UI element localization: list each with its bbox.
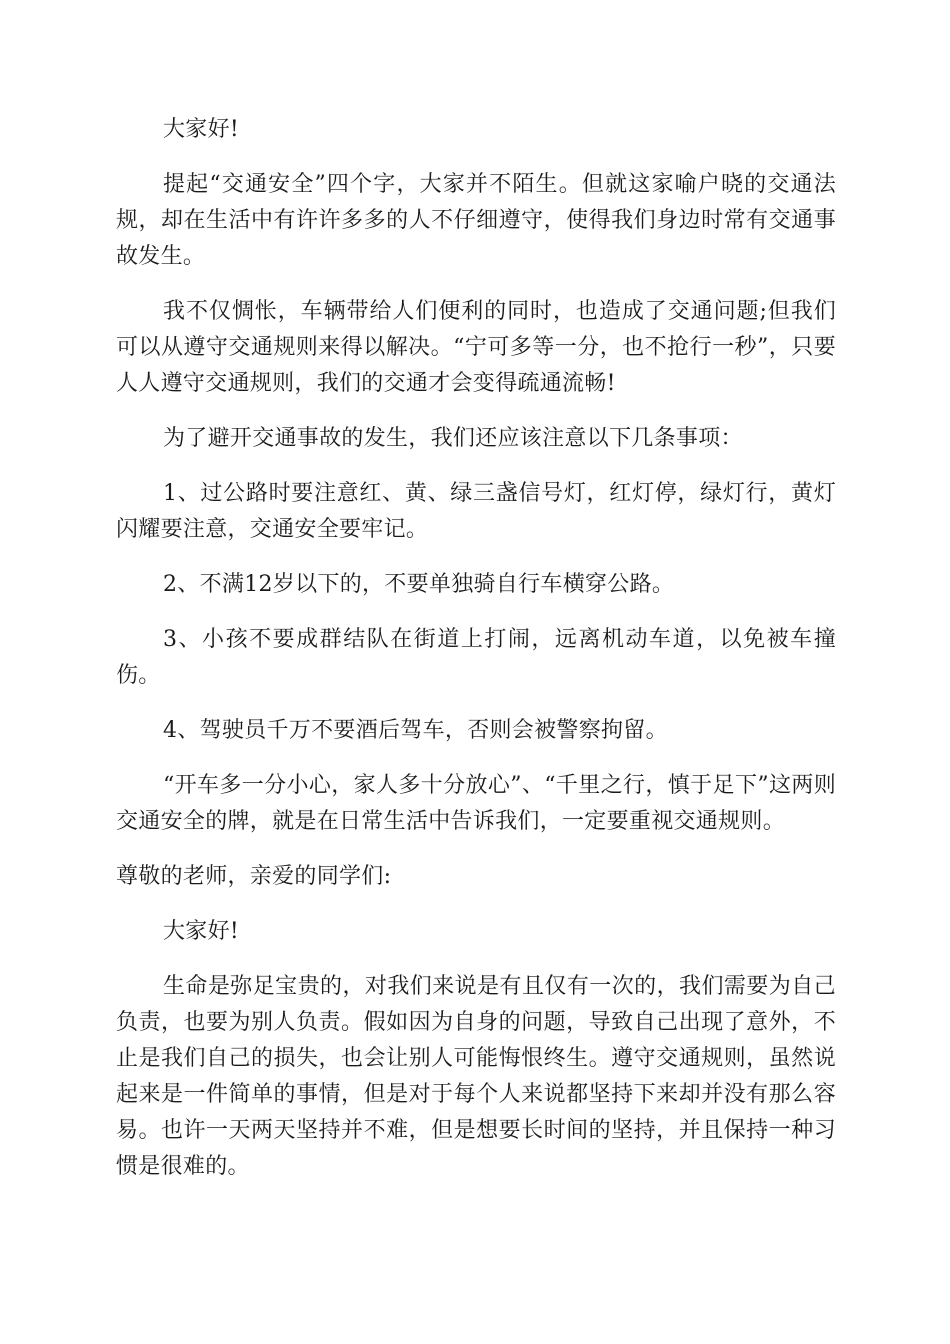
intro-paragraph: 提起“交通安全”四个字，大家并不陌生。但就这家喻户晓的交通法规，却在生活中有许许多多的人不仔细遵守，使得我们身边时常有交通事故发生。: [116, 172, 836, 269]
list-intro-paragraph: 为了避开交通事故的发生，我们还应该注意以下几条事项：: [163, 426, 743, 451]
list-item-3: 3、小孩不要成群结队在街道上打闹，远离机动车道，以免被车撞伤。: [116, 627, 836, 688]
list-item-4: 4、驾驶员千万不要酒后驾车，否则会被警察拘留。: [163, 718, 668, 743]
greeting-paragraph: 大家好!: [163, 117, 240, 142]
body-paragraph: 我不仅惆怅，车辆带给人们便利的同时，也造成了交通问题;但我们可以从遵守交通规则来得以解决。“宁可多等一分，也不抢行一秒”，只要人人遵守交通规则，我们的交通才会变得疏通流畅!: [116, 299, 836, 396]
salutation-paragraph: 尊敬的老师，亲爱的同学们:: [116, 864, 392, 889]
closing-paragraph: 生命是弥足宝贵的，对我们来说是有且仅有一次的，我们需要为自己负责，也要为别人负责。假如因为自身的问题，导致自己出现了意外，不止是我们自己的损失，也会让别人可能悔恨终生。遵守交通规则，虽然说起来是一件简单的事情，但是对于每个人来说都坚持下来却并没有那么容易。也许一天两天坚持并不难，但是想要长时间的坚持，并且保持一种习惯是很难的。: [116, 974, 836, 1179]
document-page: [116, 112, 836, 1204]
list-item-2: 2、不满12岁以下的，不要单独骑自行车横穿公路。: [163, 572, 675, 597]
list-item-1: 1、过公路时要注意红、黄、绿三盏信号灯，红灯停，绿灯行，黄灯闪耀要注意，交通安全要牢记。: [116, 481, 836, 542]
slogan-paragraph: “开车多一分小心，家人多十分放心”、“千里之行，慎于足下”这两则交通安全的牌，就是在日常生活中告诉我们，一定要重视交通规则。: [116, 773, 836, 834]
greeting-paragraph-2: 大家好!: [163, 919, 240, 944]
